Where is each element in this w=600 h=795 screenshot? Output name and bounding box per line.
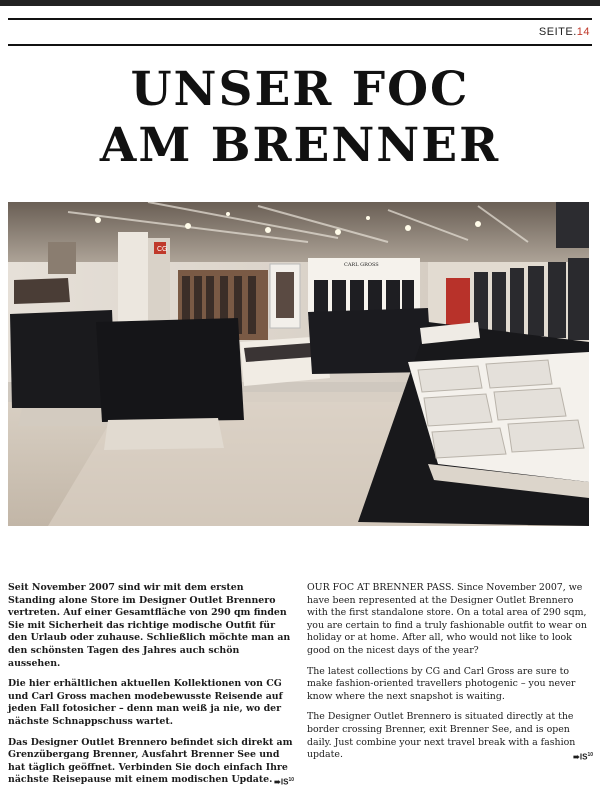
german-paragraph-2: Die hier erhältlichen aktuellen Kollektionen von CG und Carl Gross machen modebewusste Reisende auf jeden Fall fotosicher – denn man weiß ja nie, wo der nächste Schnappschuss wartet.: [8, 678, 283, 727]
article-german: [8, 582, 294, 795]
header-rule-bottom: [8, 44, 592, 46]
top-bar: [0, 0, 600, 6]
article-english: [307, 582, 593, 770]
page-label: SEITE.: [538, 26, 577, 38]
store-interior-illustration: [8, 202, 589, 526]
english-paragraph-2: The latest collections by CG and Carl Gross are sure to make fashion-oriented travellers photogenic – you never know where the next snapshot is waiting.: [307, 665, 576, 702]
english-paragraph-1: OUR FOC AT BRENNER PASS. Since November 2007, we have been represented at the Designer Outlet Brennero with the first standalone store. On a total area of 290 sqm, you are certain to find a truly fashionable outfit to wear on holiday or at home. After all, who would not like to look good on the nicest days of the year?: [307, 582, 587, 656]
page-number: [539, 26, 590, 38]
english-endmark-sup: 10: [587, 752, 593, 759]
english-endmark-text: IS: [579, 752, 588, 762]
cg-pillar-sign: CG: [157, 246, 168, 253]
german-endmark: ➠IS$^{10}$: [274, 777, 294, 787]
english-paragraph-3-text: The Designer Outlet Brennero is situated directly at the border crossing Brenner, exit Brenner See, and is open daily. Just combine your next travel break with a fashion update.: [307, 711, 576, 761]
title-line-2: AM BRENNER: [99, 118, 501, 173]
english-endmark: ➠IS$^{10}$: [573, 752, 593, 762]
title-line-1: UNSER FOC: [130, 62, 470, 117]
store-photo: [8, 202, 589, 526]
carl-gross-store-sign: CARL GROSS: [344, 262, 379, 268]
german-paragraph-3-text: Das Designer Outlet Brennero befindet sich direkt am Grenzübergang Brenner, Ausfahrt Brenner See und hat täglich geöffnet. Verbinden Sie doch einfach Ihre nächste Reisepause mit einem modischen Update.: [8, 736, 293, 786]
german-endmark-sup: 10: [288, 777, 294, 784]
english-paragraph-3: [307, 711, 593, 761]
page-number-value: 14: [576, 26, 590, 38]
german-paragraph-1: Seit November 2007 sind wir mit dem ersten Standing alone Store im Designer Outlet Brennero vertreten. Auf einer Gesamtfläche von 290 qm finden Sie mit Sicherheit das richtige modische Outfit für den Urlaub oder zuhause. Schließlich möchte man an den schönsten Tagen des Jahres auch schön aussehen.: [8, 582, 291, 669]
header-rule-top: [8, 18, 592, 20]
german-paragraph-3: [8, 737, 294, 787]
german-endmark-text: IS: [280, 777, 289, 787]
page-title: [0, 62, 600, 174]
